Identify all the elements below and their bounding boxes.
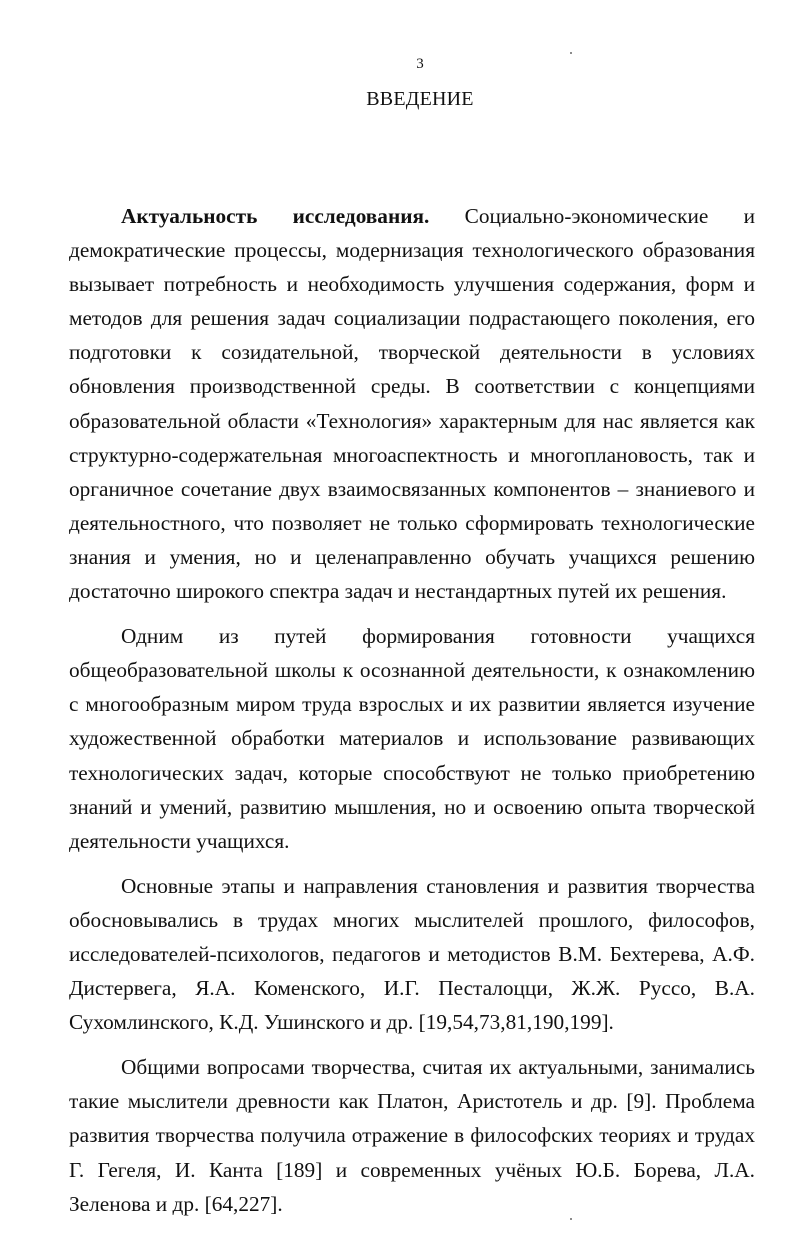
paragraph-general-questions: Общими вопросами творчества, считая их актуальными, занимались такие мыслители древности как Платон, Аристотель и др. [9]. Проблема развития творчества получила отражение в философских теориях и трудах Г. Гегеля, И. Канта [189] и современных учёных Ю.Б. Борева, Л.А. Зеленова и др. [64,227].	[69, 1055, 755, 1216]
scan-speck	[570, 52, 572, 54]
page-title: ВВЕДЕНИЕ	[366, 88, 474, 110]
paragraph-lead-heading: Актуальность исследования.	[121, 204, 430, 228]
paragraph-history: Основные этапы и направления становления и развития творчества обосновывались в трудах многих мыслителей прошлого, философов, исследователей-психологов, педагогов и методистов В.М. Бехтерева, А.Ф. Дистервега, Я.А. Коменского, И.Г. Песталоцци, Ж.Ж. Руссо, В.А. Сухомлинского, К.Д. Ушинского и др. [19,54,73,81,190,199].	[69, 873, 755, 1035]
paragraph-text: Социально-экономические и демократические процессы, модернизация технологического образования вызывает потребность и необходимость улучшения содержания, форм и методов для решения задач социализации подрастающего поколения, его подготовки к созидательной, творческой деятельности в условиях обновления производственной среды. В соответствии с концепциями образовательной области «Технология» характерным для нас является как структурно-содержательная многоаспектность и многоплановость, так и органичное сочетание двух взаимосвязанных компонентов – знаниевого и деятельностного, что позволяет не только сформировать технологические знания и умения, но и целенаправленно обучать учащихся решению достаточно широкого спектра задач и нестандартных путей их решения.	[69, 204, 755, 604]
paragraph-ways: Одним из путей формирования готовности учащихся общеобразовательной школы к осознанной деятельности, к ознакомлению с многообразным миром труда взрослых и их развитии является изучение художественной обработки материалов и использование развивающих технологических задач, которые способствуют не только приобретению знаний и умений, развитию мышления, но и освоению опыта творческой деятельности учащихся.	[69, 624, 755, 853]
page-number: 3	[416, 56, 424, 72]
paragraph-relevance	[69, 199, 755, 608]
scan-speck	[570, 1218, 572, 1220]
body-text	[69, 199, 755, 1221]
